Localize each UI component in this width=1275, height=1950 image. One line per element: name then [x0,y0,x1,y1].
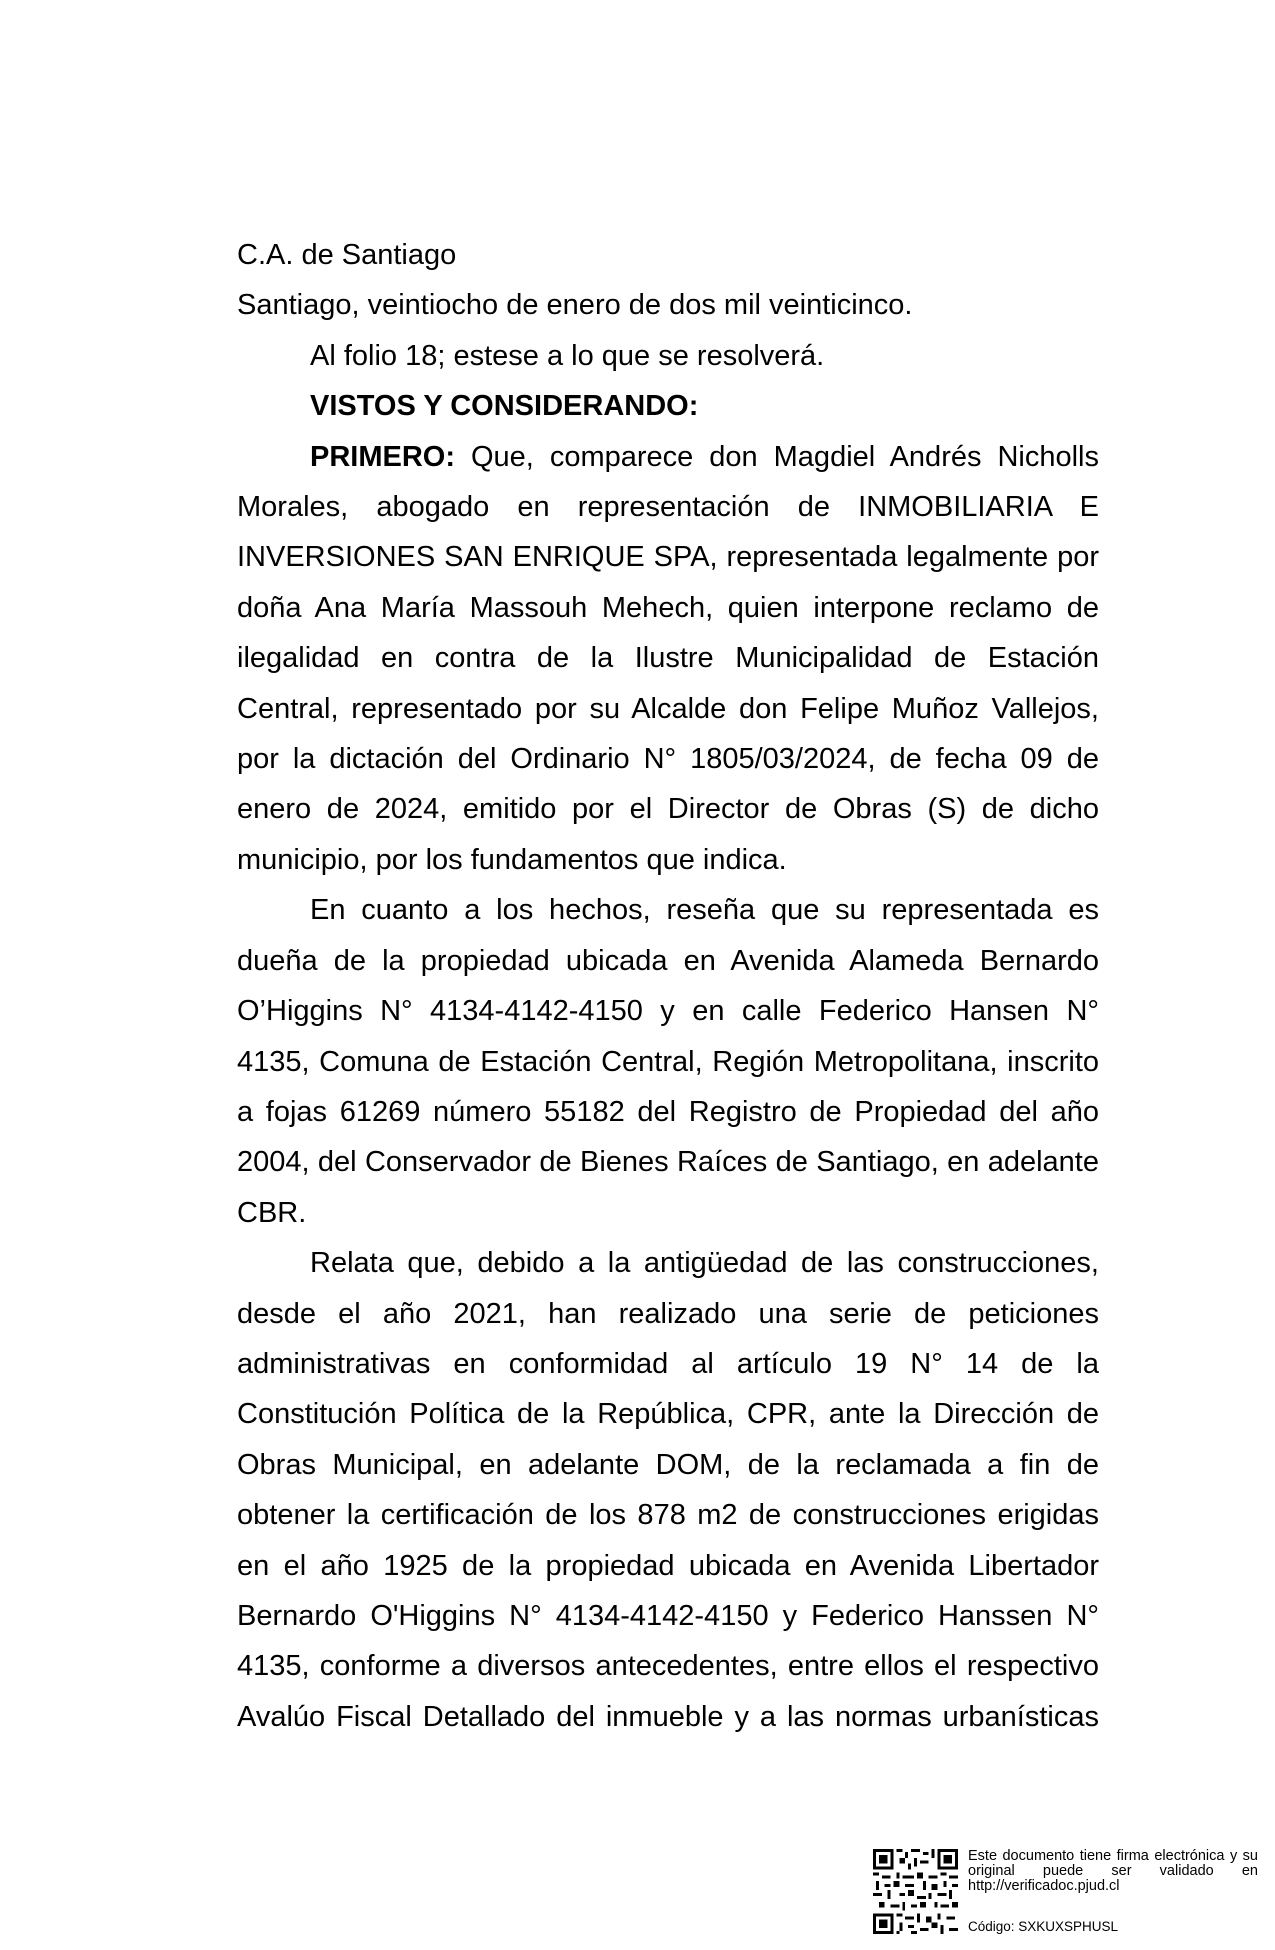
primero-label: PRIMERO: [310,440,455,473]
paragraph-relata: Relata que, debido a la antigüedad de las construcciones, desde el año 2021, han realizado una serie de peticiones administrativas en conformidad al artículo 19 N° 14 de la Constitución Política de la República, CPR, ante la Dirección de Obras Municipal, en adelante DOM, de la reclamada a fin de obtener la certificación de los 878 m2 de construcciones erigidas en el año 1925 de la propiedad ubicada en Avenida Libertador Bernardo O'Higgins N° 4134-4142-4150 y Federico Hanssen N° 4135, conforme a diversos antecedentes, entre ellos el respectivo Avalúo Fiscal Detallado del inmueble y a las normas urbanísticas [237,1247,1099,1733]
court-name: C.A. de Santiago [237,239,457,271]
primero-text: Que, comparece don Magdiel Andrés Nicholls Morales, abogado en representación de INMOBILIARIA E INVERSIONES SAN ENRIQUE SPA, representada legalmente por doña Ana María Massouh Mehech, quien interpone reclamo de ilegalidad en contra de la Ilustre Municipalidad de Estación Central, representado por su Alcalde don Felipe Muñoz Vallejos, por la dictación del Ordinario N° 1805/03/2024, de fecha 09 de enero de 2024, emitido por el Director de Obras (S) de dicho municipio, por los fundamentos que indica. [237,440,1099,876]
document-body [237,230,1099,1742]
paragraph-primero [237,432,1099,886]
section-heading: VISTOS Y CONSIDERANDO: [310,390,699,423]
paragraph-hechos: En cuanto a los hechos, reseña que su representada es dueña de la propiedad ubicada en Avenida Alameda Bernardo O’Higgins N° 4134-4142-4150 y en calle Federico Hansen N° 4135, Comuna de Estación Central, Región Metropolitana, inscrito a fojas 61269 número 55182 del Registro de Propiedad del año 2004, del Conservador de Bienes Raíces de Santiago, en adelante CBR. [237,894,1099,1229]
folio-paragraph: Al folio 18; estese a lo que se resolverá. [310,339,825,372]
verification-code: Código: SXKUXSPHUSL [968,1919,1119,1934]
signature-note: Este documento tiene firma electrónica y su original puede ser validado en http://verificadoc.pjud.cl [968,1848,1258,1894]
date-line: Santiago, veintiocho de enero de dos mil veinticinco. [237,289,913,322]
verification-footer [873,1849,1258,1934]
qr-code-icon [873,1849,958,1934]
